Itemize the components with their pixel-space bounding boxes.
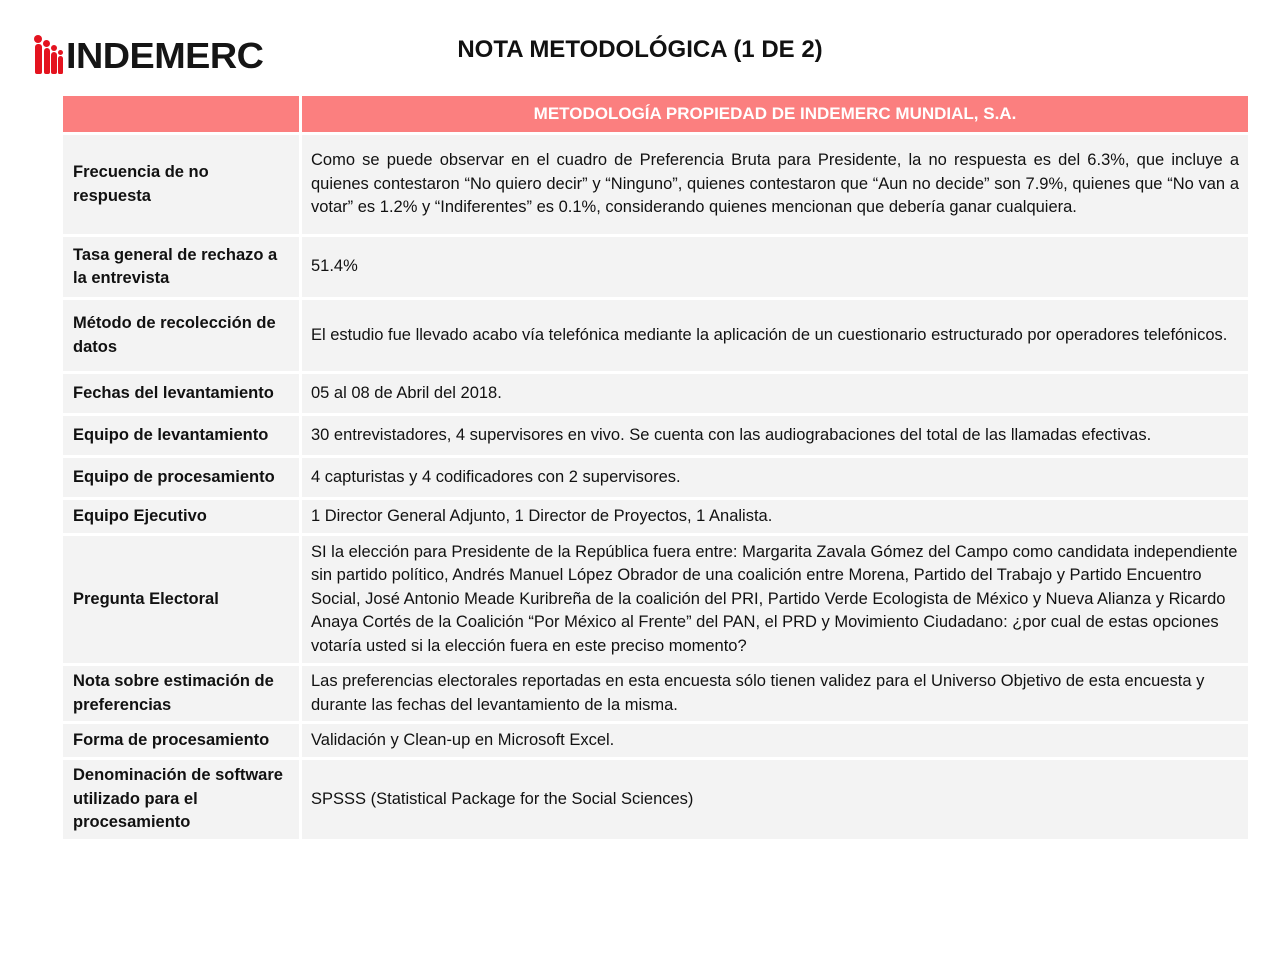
row-label: Frecuencia de no respuesta: [63, 135, 302, 237]
table-row: [63, 760, 1248, 842]
row-value: 30 entrevistadores, 4 supervisores en vivo. Se cuenta con las audiograbaciones del total de las llamadas efectivas.: [302, 416, 1248, 458]
methodology-table: [63, 96, 1248, 842]
row-label: Equipo Ejecutivo: [63, 500, 302, 536]
row-label: Forma de procesamiento: [63, 724, 302, 760]
table-row: [63, 666, 1248, 724]
table-header-title: METODOLOGÍA PROPIEDAD DE INDEMERC MUNDIAL, S.A.: [302, 96, 1248, 135]
table-row: [63, 724, 1248, 760]
row-value: Como se puede observar en el cuadro de Preferencia Bruta para Presidente, la no respuesta es del 6.3%, que incluye a quienes contestaron “No quiero decir” y “Ninguno”, quienes contestaron que “Aun no decide” son 7.9%, quienes que “No van a votar” es 1.2% y “Indiferentes” es 0.1%, considerando quienes mencionan que debería ganar cualquiera.: [302, 135, 1248, 237]
row-value: SI la elección para Presidente de la República fuera entre: Margarita Zavala Gómez del Campo como candidata independiente sin partido político, Andrés Manuel López Obrador de una coalición entre Morena, Partido del Trabajo y Partido Encuentro Social, José Antonio Meade Kuribreña de la coalición del PRI, Partido Verde Ecologista de México y Nueva Alianza y Ricardo Anaya Cortés de la Coalición “Por México al Frente” del PAN, el PRD y Movimiento Ciudadano: ¿por cual de estas opciones votaría usted si la elección fuera en este preciso momento?: [302, 536, 1248, 666]
table-header-corner: [63, 96, 302, 135]
row-label: Equipo de procesamiento: [63, 458, 302, 500]
row-value: 4 capturistas y 4 codificadores con 2 supervisores.: [302, 458, 1248, 500]
row-label: Tasa general de rechazo a la entrevista: [63, 237, 302, 300]
logo-text: INDEMERC: [66, 35, 264, 76]
table-row: [63, 500, 1248, 536]
row-label: Fechas del levantamiento: [63, 374, 302, 416]
row-label: Denominación de software utilizado para el procesamiento: [63, 760, 302, 842]
table-row: [63, 416, 1248, 458]
page-title: NOTA METODOLÓGICA (1 DE 2): [457, 36, 823, 63]
table-header-row: [63, 96, 1248, 135]
row-label: Nota sobre estimación de preferencias: [63, 666, 302, 724]
row-label: Equipo de levantamiento: [63, 416, 302, 458]
table-row: [63, 374, 1248, 416]
table-row: [63, 237, 1248, 300]
row-label: Pregunta Electoral: [63, 536, 302, 666]
table-row: [63, 135, 1248, 237]
row-value: SPSSS (Statistical Package for the Social Sciences): [302, 760, 1248, 842]
row-value: 1 Director General Adjunto, 1 Director de Proyectos, 1 Analista.: [302, 500, 1248, 536]
table-row: [63, 300, 1248, 374]
table-row: [63, 458, 1248, 500]
table-row: [63, 536, 1248, 666]
row-value: 05 al 08 de Abril del 2018.: [302, 374, 1248, 416]
row-value: 51.4%: [302, 237, 1248, 300]
row-value: Las preferencias electorales reportadas en esta encuesta sólo tienen validez para el Universo Objetivo de esta encuesta y durante las fechas del levantamiento de la misma.: [302, 666, 1248, 724]
row-value: Validación y Clean-up en Microsoft Excel.: [302, 724, 1248, 760]
row-value: El estudio fue llevado acabo vía telefónica mediante la aplicación de un cuestionario estructurado por operadores telefónicos.: [302, 300, 1248, 374]
row-label: Método de recolección de datos: [63, 300, 302, 374]
